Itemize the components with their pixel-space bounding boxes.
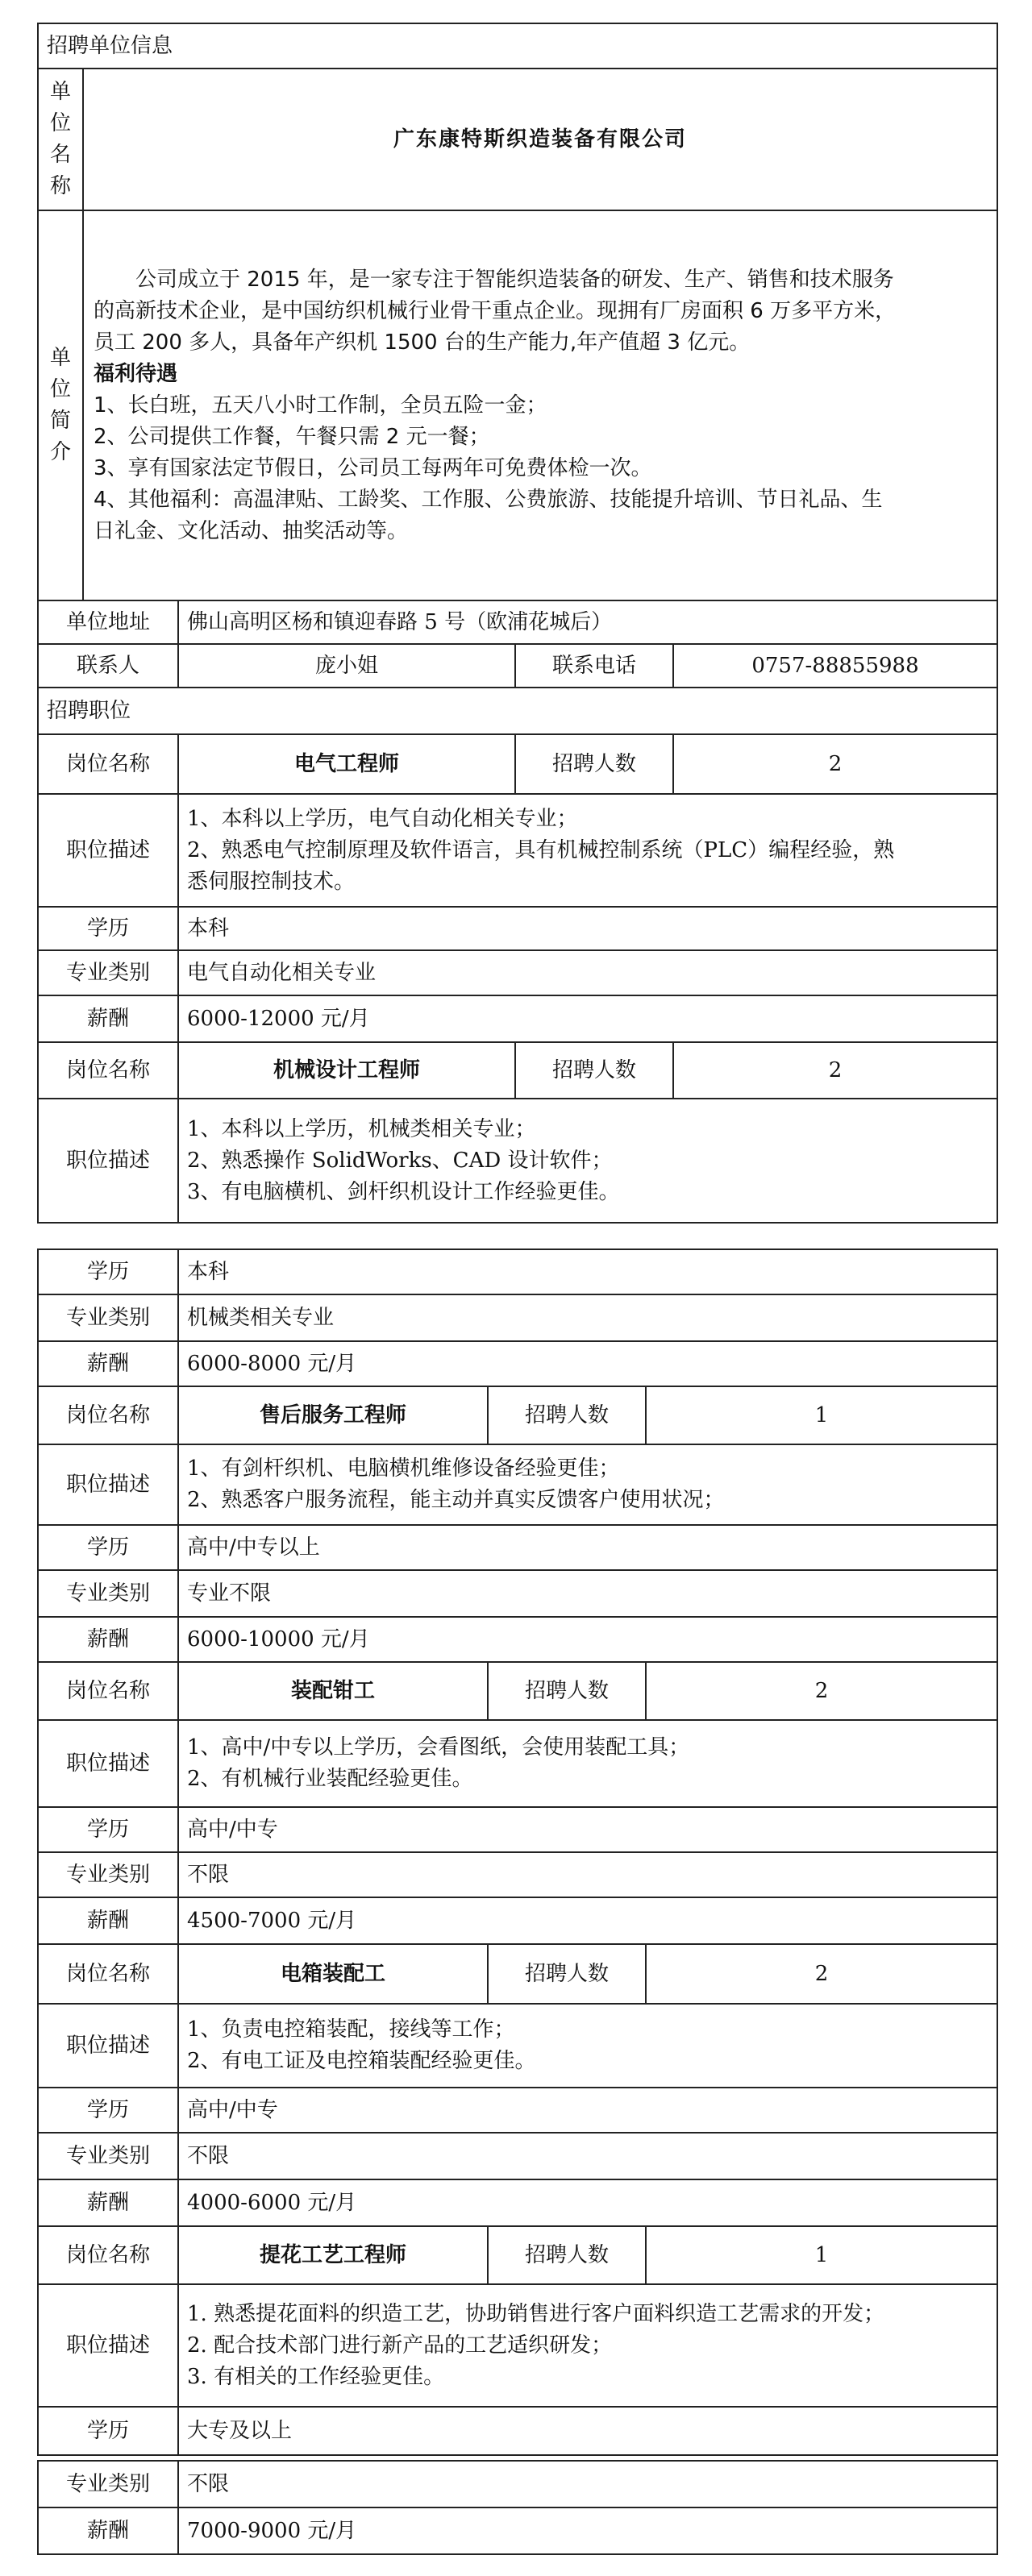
major-value: 专业不限 xyxy=(178,1570,997,1617)
position-label: 岗位名称 xyxy=(38,2226,178,2284)
major-value: 不限 xyxy=(178,1852,997,1897)
recruit-table-part2 xyxy=(37,1249,998,2456)
salary-value: 7000-9000 元/月 xyxy=(178,2507,997,2554)
headcount-label: 招聘人数 xyxy=(488,1944,646,2004)
headcount-label: 招聘人数 xyxy=(515,734,673,794)
description-line: 2、有电工证及电控箱装配经验更佳。 xyxy=(187,2049,536,2073)
headcount-label: 招聘人数 xyxy=(515,1042,673,1099)
salary-label: 薪酬 xyxy=(38,995,178,1042)
position-label: 岗位名称 xyxy=(38,1042,178,1099)
education-label: 学历 xyxy=(38,2407,178,2455)
major-label: 专业类别 xyxy=(38,950,178,995)
job-description xyxy=(178,794,997,907)
description-label: 职位描述 xyxy=(38,2284,178,2407)
position-label: 岗位名称 xyxy=(38,1386,178,1444)
contact-label: 联系人 xyxy=(38,644,178,688)
description-line: 1、有剑杆织机、电脑横机维修设备经验更佳； xyxy=(187,1456,620,1481)
description-line: 1、高中/中专以上学历，会看图纸，会使用装配工具； xyxy=(187,1735,690,1760)
education-label: 学历 xyxy=(38,1807,178,1852)
description-line: 悉伺服控制技术。 xyxy=(187,869,356,894)
job-description xyxy=(178,1099,997,1223)
position-label: 岗位名称 xyxy=(38,734,178,794)
intro-line: 的高新技术企业，是中国纺织机械行业骨干重点企业。现拥有厂房面积 6 万多平方米， xyxy=(94,298,897,323)
description-label: 职位描述 xyxy=(38,2004,178,2088)
major-value: 不限 xyxy=(178,2461,997,2507)
headcount-label: 招聘人数 xyxy=(488,2226,646,2284)
benefit-line: 3、享有国家法定节假日，公司员工每两年可免费体检一次。 xyxy=(94,455,652,480)
job-description xyxy=(178,2004,997,2088)
job-title: 电气工程师 xyxy=(178,734,515,794)
education-value: 高中/中专 xyxy=(178,2088,997,2133)
description-line: 1、本科以上学历，电气自动化相关专业； xyxy=(187,806,578,831)
description-line: 2. 配合技术部门进行新产品的工艺适织研发； xyxy=(187,2333,613,2358)
major-label: 专业类别 xyxy=(38,1570,178,1617)
description-label: 职位描述 xyxy=(38,1099,178,1223)
education-value: 高中/中专以上 xyxy=(178,1525,997,1570)
description-line: 3. 有相关的工作经验更佳。 xyxy=(187,2364,445,2389)
salary-value: 4000-6000 元/月 xyxy=(178,2179,997,2226)
description-label: 职位描述 xyxy=(38,1720,178,1807)
description-line: 2、有机械行业装配经验更佳。 xyxy=(187,1767,473,1791)
phone-value: 0757-88855988 xyxy=(673,644,997,688)
salary-value: 6000-10000 元/月 xyxy=(178,1617,997,1662)
company-name: 广东康特斯织造装备有限公司 xyxy=(83,69,997,210)
benefits-title: 福利待遇 xyxy=(94,361,178,386)
major-value: 电气自动化相关专业 xyxy=(178,950,997,995)
description-line: 1、负责电控箱装配，接线等工作； xyxy=(187,2017,515,2042)
description-line: 2、熟悉客户服务流程，能主动并真实反馈客户使用状况； xyxy=(187,1488,725,1512)
job-title: 售后服务工程师 xyxy=(178,1386,488,1444)
intro-line: 公司成立于 2015 年，是一家专注于智能织造装备的研发、生产、销售和技术服务 xyxy=(135,267,894,292)
headcount-label: 招聘人数 xyxy=(488,1386,646,1444)
intro-line: 员工 200 多人，具备年产织机 1500 台的生产能力,年产值超 3 亿元。 xyxy=(94,330,751,355)
headcount-value: 2 xyxy=(646,1944,997,2004)
position-label: 岗位名称 xyxy=(38,1662,178,1720)
company-section-header: 招聘单位信息 xyxy=(38,23,997,69)
education-value: 本科 xyxy=(178,1249,997,1294)
salary-value: 6000-8000 元/月 xyxy=(178,1341,997,1386)
position-label: 岗位名称 xyxy=(38,1944,178,2004)
address-value: 佛山高明区杨和镇迎春路 5 号（欧浦花城后） xyxy=(178,600,997,644)
company-intro-label: 单 位 简 介 xyxy=(38,210,83,600)
benefit-line: 4、其他福利：高温津贴、工龄奖、工作服、公费旅游、技能提升培训、节日礼品、生 xyxy=(94,487,883,512)
description-label: 职位描述 xyxy=(38,794,178,907)
education-label: 学历 xyxy=(38,907,178,950)
job-title: 电箱装配工 xyxy=(178,1944,488,2004)
contact-value: 庞小姐 xyxy=(178,644,515,688)
job-description xyxy=(178,2284,997,2407)
address-label: 单位地址 xyxy=(38,600,178,644)
salary-value: 4500-7000 元/月 xyxy=(178,1897,997,1944)
job-title: 机械设计工程师 xyxy=(178,1042,515,1099)
education-label: 学历 xyxy=(38,1249,178,1294)
benefit-line: 1、长白班，五天八小时工作制，全员五险一金； xyxy=(94,393,547,418)
benefit-line: 日礼金、文化活动、抽奖活动等。 xyxy=(94,518,409,543)
major-value: 不限 xyxy=(178,2133,997,2179)
company-intro xyxy=(83,210,997,600)
major-label: 专业类别 xyxy=(38,1294,178,1341)
job-title: 装配钳工 xyxy=(178,1662,488,1720)
education-label: 学历 xyxy=(38,2088,178,2133)
headcount-value: 1 xyxy=(646,2226,997,2284)
education-value: 本科 xyxy=(178,907,997,950)
headcount-value: 2 xyxy=(646,1662,997,1720)
description-line: 1、本科以上学历，机械类相关专业； xyxy=(187,1116,536,1141)
headcount-value: 1 xyxy=(646,1386,997,1444)
education-value: 大专及以上 xyxy=(178,2407,997,2455)
description-line: 3、有电脑横机、剑杆织机设计工作经验更佳。 xyxy=(187,1179,620,1204)
headcount-value: 2 xyxy=(673,734,997,794)
headcount-value: 2 xyxy=(673,1042,997,1099)
salary-label: 薪酬 xyxy=(38,2507,178,2554)
description-line: 1. 熟悉提花面料的织造工艺，协助销售进行客户面料织造工艺需求的开发； xyxy=(187,2301,885,2326)
job-description xyxy=(178,1444,997,1525)
major-label: 专业类别 xyxy=(38,2461,178,2507)
description-label: 职位描述 xyxy=(38,1444,178,1525)
salary-label: 薪酬 xyxy=(38,1617,178,1662)
salary-label: 薪酬 xyxy=(38,2179,178,2226)
education-value: 高中/中专 xyxy=(178,1807,997,1852)
recruit-table-part3 xyxy=(37,2460,998,2555)
description-line: 2、熟悉电气控制原理及软件语言，具有机械控制系统（PLC）编程经验，熟 xyxy=(187,837,895,862)
major-label: 专业类别 xyxy=(38,2133,178,2179)
salary-value: 6000-12000 元/月 xyxy=(178,995,997,1042)
headcount-label: 招聘人数 xyxy=(488,1662,646,1720)
major-value: 机械类相关专业 xyxy=(178,1294,997,1341)
phone-label: 联系电话 xyxy=(515,644,673,688)
company-name-label: 单 位 名 称 xyxy=(38,69,83,210)
salary-label: 薪酬 xyxy=(38,1897,178,1944)
job-title: 提花工艺工程师 xyxy=(178,2226,488,2284)
recruit-table-part1 xyxy=(37,23,998,1224)
benefit-line: 2、公司提供工作餐，午餐只需 2 元一餐； xyxy=(94,424,490,449)
education-label: 学历 xyxy=(38,1525,178,1570)
major-label: 专业类别 xyxy=(38,1852,178,1897)
description-line: 2、熟悉操作 SolidWorks、CAD 设计软件； xyxy=(187,1148,613,1173)
salary-label: 薪酬 xyxy=(38,1341,178,1386)
job-description xyxy=(178,1720,997,1807)
jobs-section-header: 招聘职位 xyxy=(38,688,997,734)
